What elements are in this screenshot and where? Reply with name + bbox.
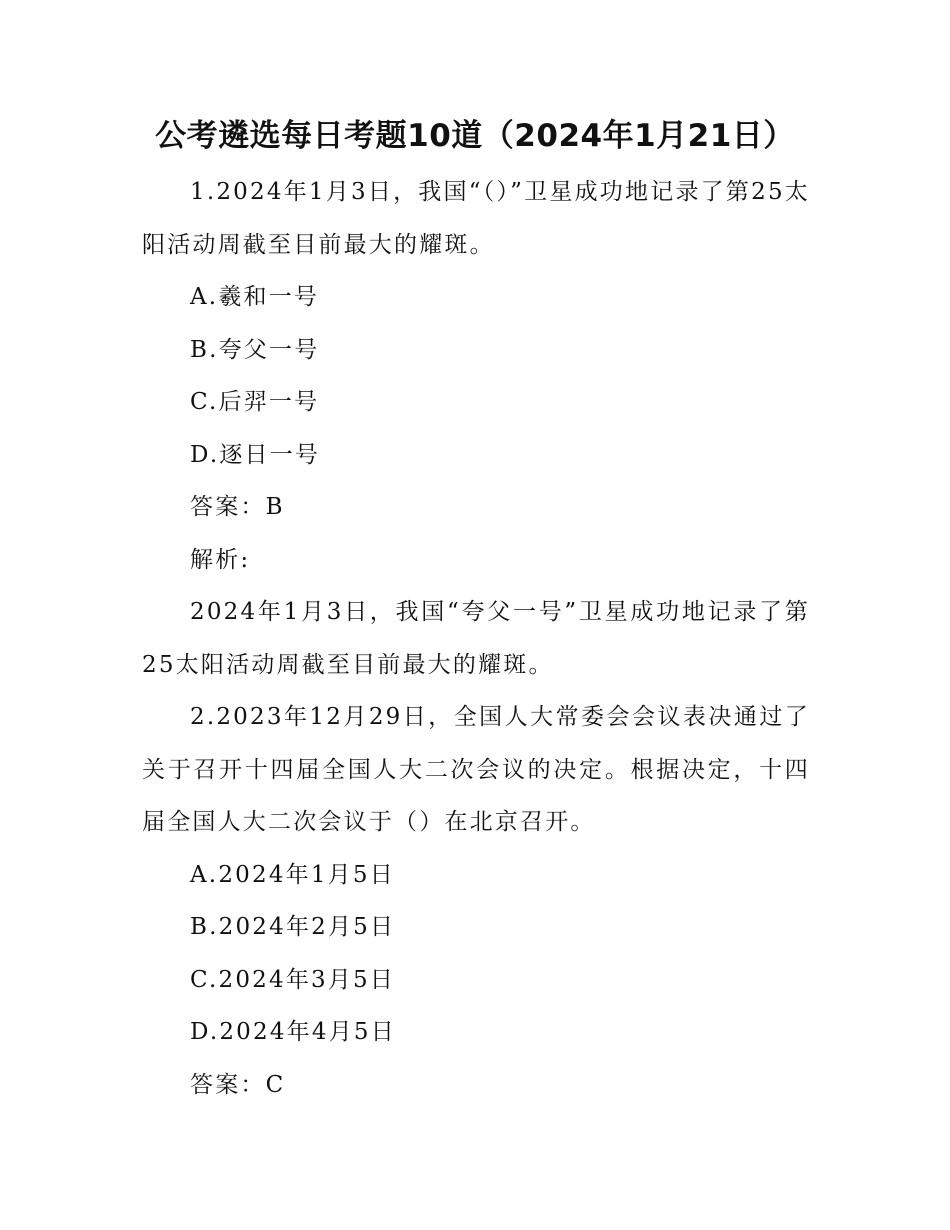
question-1-option-c: C.后羿一号 — [190, 389, 320, 415]
question-2-stem: 2.2023年12月29日，全国人大常委会会议表决通过了关于召开十四届全国人大二次会议的决定。根据决定，十四届全国人大二次会议于（）在北京召开。 — [142, 704, 810, 835]
question-1-answer: 答案：B — [190, 494, 285, 520]
document-title: 公考遴选每日考题10道（2024年1月21日） — [155, 118, 795, 154]
question-2-option-a: A.2024年1月5日 — [190, 861, 395, 888]
question-1-option-a: A.羲和一号 — [190, 284, 320, 310]
document-body — [142, 166, 810, 1111]
question-1-option-b: B.夸父一号 — [190, 336, 320, 363]
question-2-option-d: D.2024年4月5日 — [190, 1019, 396, 1045]
question-1-stem: 1.2024年1月3日，我国“（）”卫星成功地记录了第25太阳活动周截至目前最大的耀斑。 — [142, 179, 810, 258]
question-2-option-c: C.2024年3月5日 — [190, 966, 396, 993]
question-1-analysis-label: 解析: — [190, 546, 251, 573]
question-1-analysis: 2024年1月3日，我国“夸父一号”卫星成功地记录了第25太阳活动周截至目前最大的耀斑。 — [142, 599, 810, 678]
question-2-answer: 答案：C — [190, 1071, 286, 1098]
question-2-option-b: B.2024年2月5日 — [190, 914, 396, 940]
question-1-option-d: D.逐日一号 — [190, 441, 321, 468]
